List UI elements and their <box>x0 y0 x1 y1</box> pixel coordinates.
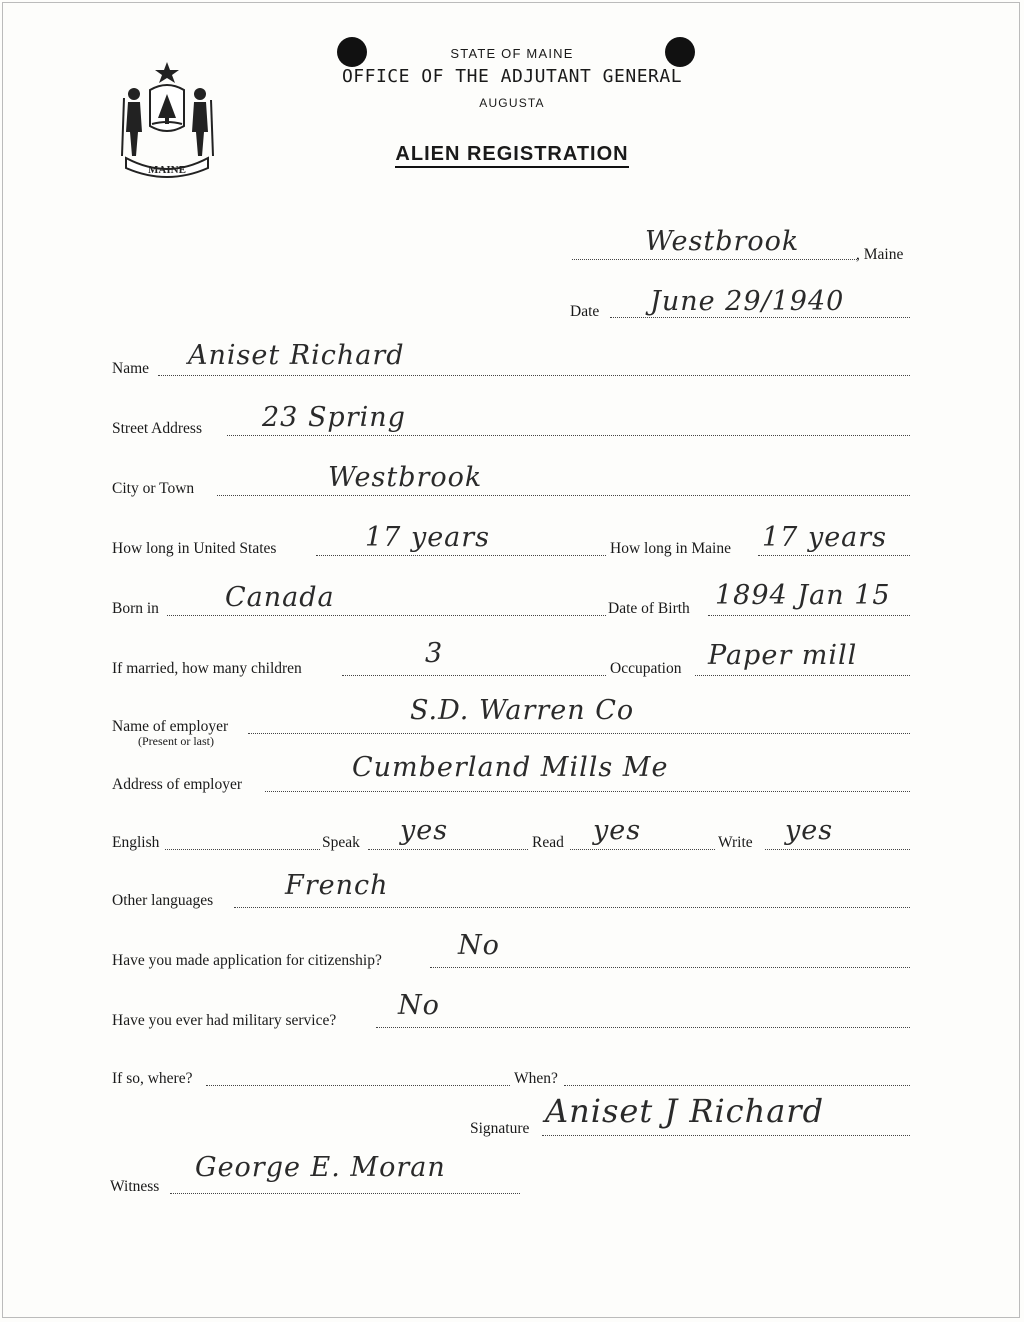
born-in-value: Canada <box>225 582 335 613</box>
if-so-where-label: If so, where? <box>112 1070 193 1087</box>
citizenship-label: Have you made application for citizenship? <box>112 952 382 969</box>
signature-label: Signature <box>470 1120 530 1137</box>
english-label: English <box>112 834 160 851</box>
employer-value: S.D. Warren Co <box>410 695 635 726</box>
occupation-line <box>695 675 910 676</box>
signature-line <box>542 1135 910 1136</box>
maine-label: , Maine <box>856 246 904 263</box>
read-label: Read <box>532 834 564 851</box>
when-line <box>564 1085 910 1086</box>
children-line <box>342 675 606 676</box>
other-languages-value: French <box>285 870 389 901</box>
form-title: ALIEN REGISTRATION <box>0 143 1024 166</box>
how-long-maine-value: 17 years <box>762 522 888 553</box>
witness-line <box>170 1193 520 1194</box>
signature-value: Aniset J Richard <box>545 1092 825 1130</box>
children-label: If married, how many children <box>112 660 302 677</box>
date-of-birth-line <box>708 615 910 616</box>
date-of-birth-value: 1894 Jan 15 <box>715 580 891 611</box>
employer-address-label: Address of employer <box>112 776 242 793</box>
header-city: AUGUSTA <box>479 96 545 110</box>
employer-note: (Present or last) <box>138 734 214 748</box>
employer-address-value: Cumberland Mills Me <box>352 752 669 783</box>
employer-address-line <box>265 791 910 792</box>
military-label: Have you ever had military service? <box>112 1012 337 1029</box>
military-line <box>376 1027 910 1028</box>
citizenship-value: No <box>458 930 500 961</box>
name-label: Name <box>112 360 150 377</box>
how-long-maine-label: How long in Maine <box>610 540 731 557</box>
occupation-value: Paper mill <box>708 640 858 671</box>
where-line <box>206 1085 510 1086</box>
town-value: Westbrook <box>645 226 800 257</box>
seal-banner-text: MAINE <box>148 164 186 176</box>
how-long-us-value: 17 years <box>365 522 491 553</box>
street-label: Street Address <box>112 420 202 437</box>
write-line <box>765 849 910 850</box>
english-line <box>165 849 320 850</box>
citizenship-line <box>430 967 910 968</box>
street-value: 23 Spring <box>262 402 406 433</box>
when-label: When? <box>514 1070 558 1087</box>
date-of-birth-label: Date of Birth <box>608 600 690 617</box>
employer-line <box>248 733 910 734</box>
how-long-maine-line <box>758 555 910 556</box>
read-line <box>570 849 715 850</box>
witness-value: George E. Moran <box>195 1152 446 1183</box>
street-line <box>227 435 910 436</box>
children-value: 3 <box>425 638 444 669</box>
date-value: June 29/1940 <box>650 286 845 317</box>
military-value: No <box>398 990 440 1021</box>
occupation-label: Occupation <box>610 660 682 677</box>
other-languages-line <box>234 907 910 908</box>
born-in-line <box>167 615 606 616</box>
speak-label: Speak <box>322 834 360 851</box>
name-value: Aniset Richard <box>188 340 405 371</box>
how-long-us-line <box>316 555 606 556</box>
city-label: City or Town <box>112 480 195 497</box>
date-label: Date <box>570 303 600 320</box>
other-languages-label: Other languages <box>112 892 214 909</box>
city-value: Westbrook <box>328 462 483 493</box>
speak-line <box>368 849 528 850</box>
write-value: yes <box>785 815 834 846</box>
how-long-us-label: How long in United States <box>112 540 277 557</box>
date-line <box>610 317 910 318</box>
header-office: OFFICE OF THE ADJUTANT GENERAL <box>341 66 683 87</box>
speak-value: yes <box>400 815 449 846</box>
city-line <box>217 495 910 496</box>
header-state: STATE OF MAINE <box>450 46 574 61</box>
write-label: Write <box>718 834 753 851</box>
employer-label: Name of employer <box>112 718 229 735</box>
witness-label: Witness <box>110 1178 160 1195</box>
born-in-label: Born in <box>112 600 159 617</box>
read-value: yes <box>593 815 642 846</box>
town-line <box>572 259 857 260</box>
name-line <box>158 375 910 376</box>
